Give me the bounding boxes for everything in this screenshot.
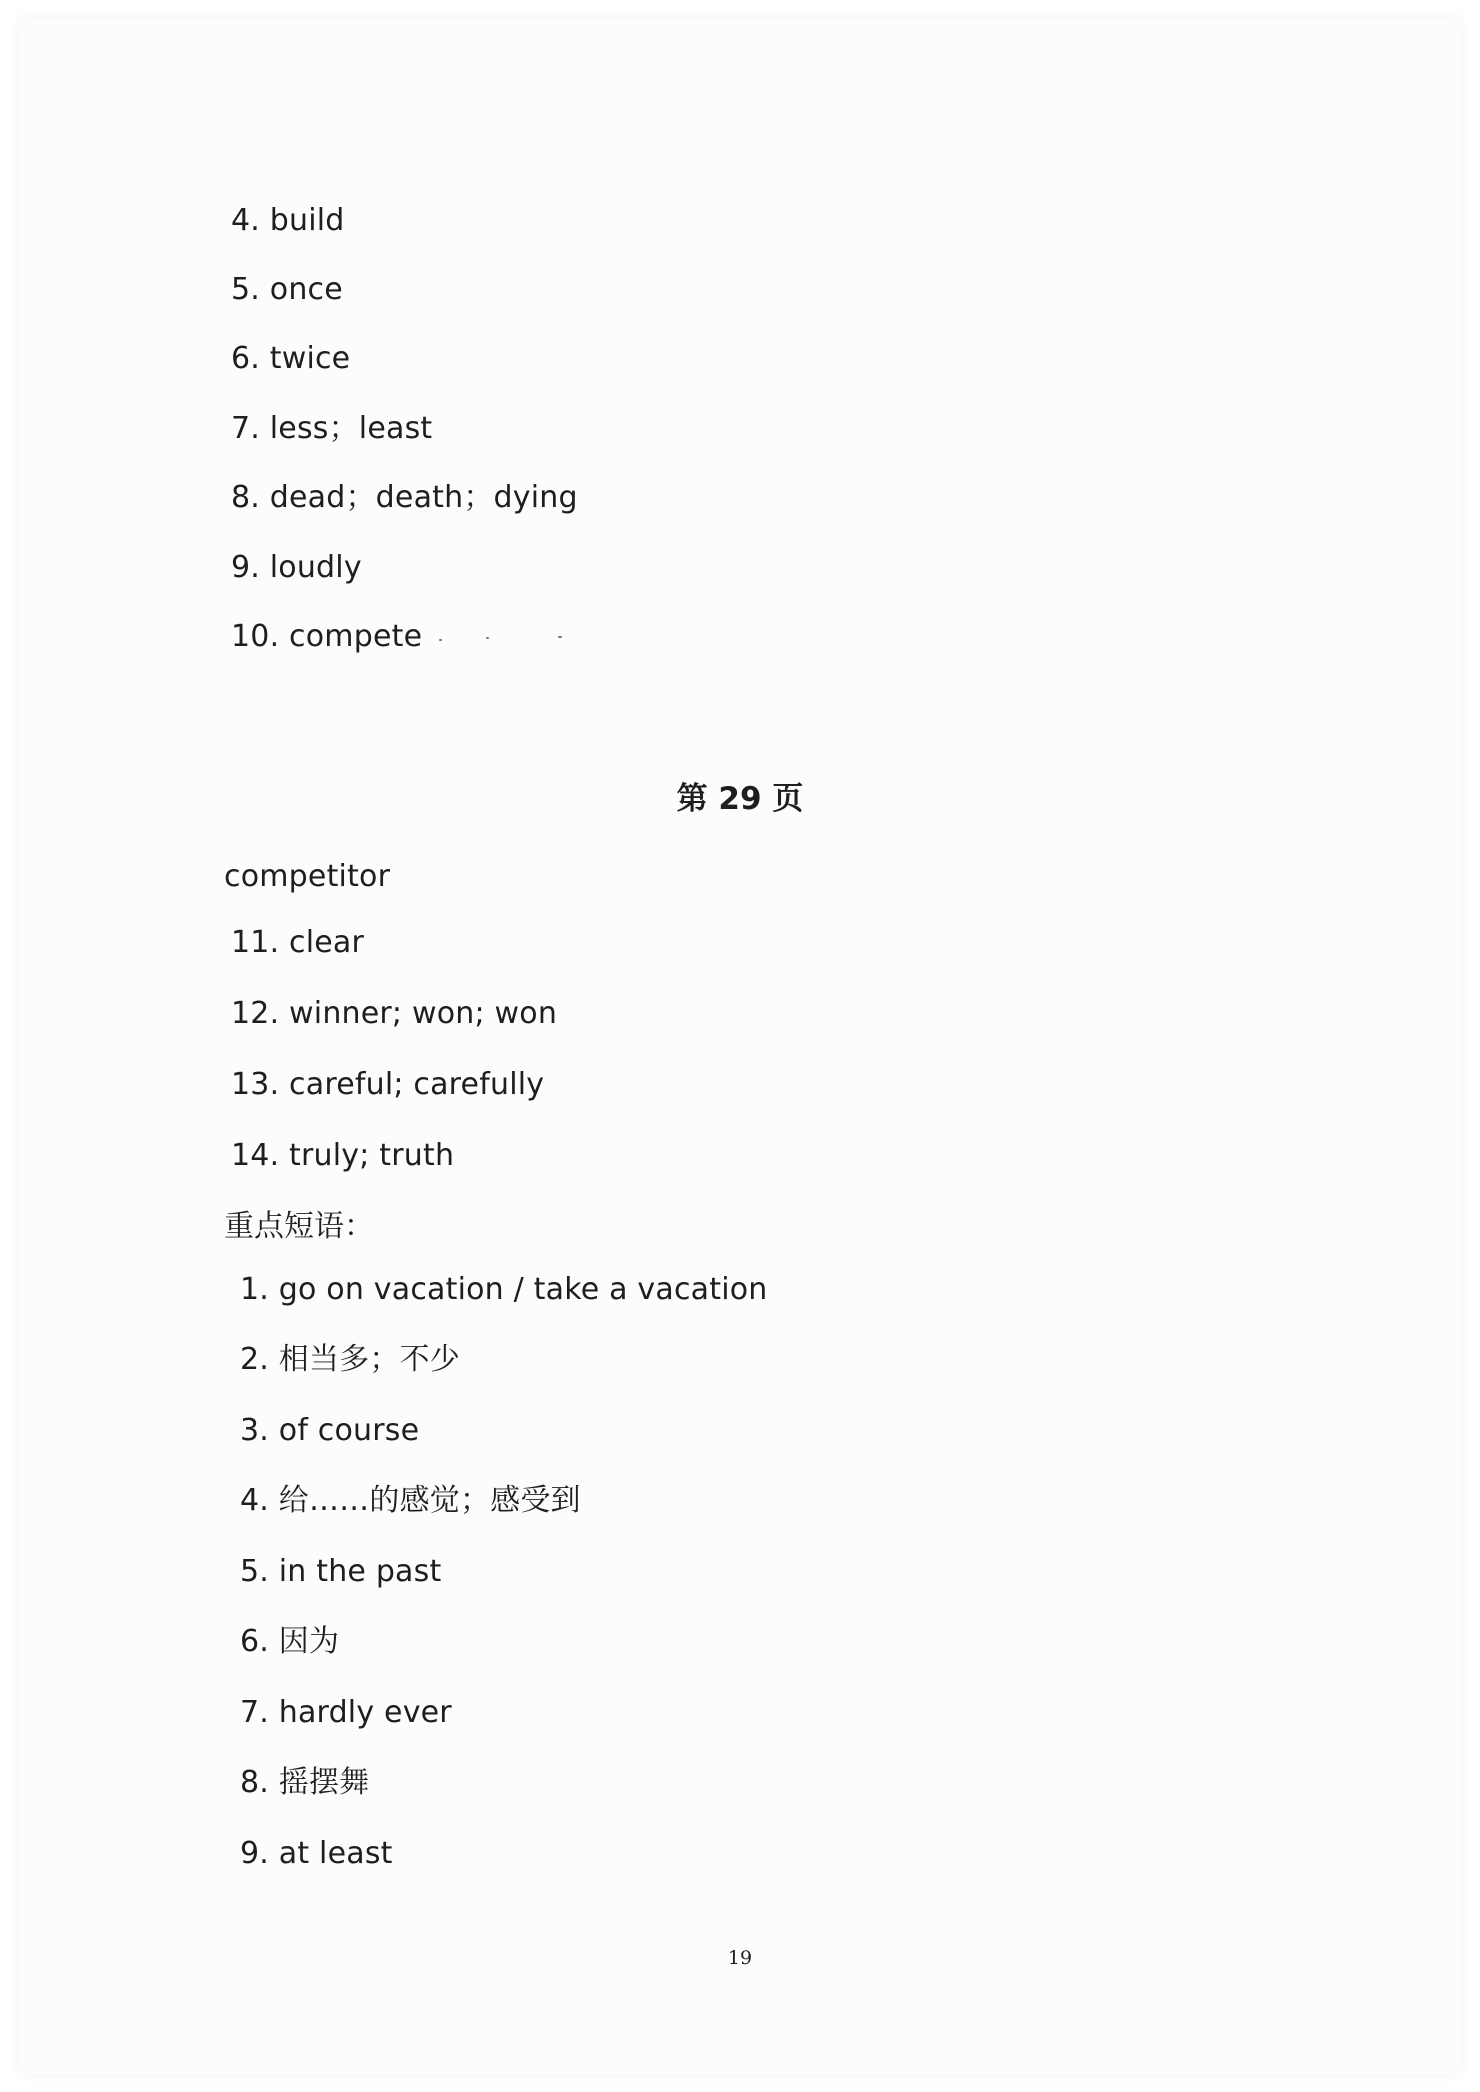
answer-item: 9. loudly bbox=[231, 550, 362, 585]
document-page bbox=[20, 18, 1460, 2074]
answer-item: 8. dead；death；dying bbox=[231, 480, 578, 515]
answer-item: 13. careful; carefully bbox=[231, 1067, 545, 1102]
page-section-title: 第 29 页 bbox=[676, 781, 804, 817]
answer-item: 11. clear bbox=[231, 925, 365, 960]
phrase-item: 5. in the past bbox=[240, 1554, 442, 1589]
phrase-item: 2. 相当多；不少 bbox=[240, 1342, 460, 1377]
phrase-item: 9. at least bbox=[240, 1836, 393, 1871]
page-number: 19 bbox=[727, 1947, 753, 1969]
answer-item: 6. twice bbox=[231, 341, 351, 376]
phrase-item: 8. 摇摆舞 bbox=[240, 1765, 370, 1800]
answer-item: 10. compete bbox=[231, 619, 423, 654]
scan-speck bbox=[486, 637, 489, 639]
phrase-item: 4. 给……的感觉；感受到 bbox=[240, 1483, 581, 1518]
phrase-item: 3. of course bbox=[240, 1413, 420, 1448]
answer-item: 12. winner; won; won bbox=[231, 996, 558, 1031]
phrases-heading: 重点短语： bbox=[224, 1209, 374, 1244]
scan-speck bbox=[439, 639, 442, 641]
continuation-word: competitor bbox=[224, 859, 391, 894]
phrase-item: 7. hardly ever bbox=[240, 1695, 452, 1730]
answer-item: 7. less；least bbox=[231, 411, 433, 446]
phrase-item: 1. go on vacation / take a vacation bbox=[240, 1272, 768, 1307]
phrase-item: 6. 因为 bbox=[240, 1624, 340, 1659]
answer-item: 4. build bbox=[231, 203, 345, 238]
answer-item: 14. truly; truth bbox=[231, 1138, 455, 1173]
scan-speck bbox=[558, 636, 562, 638]
answer-item: 5. once bbox=[231, 272, 343, 307]
